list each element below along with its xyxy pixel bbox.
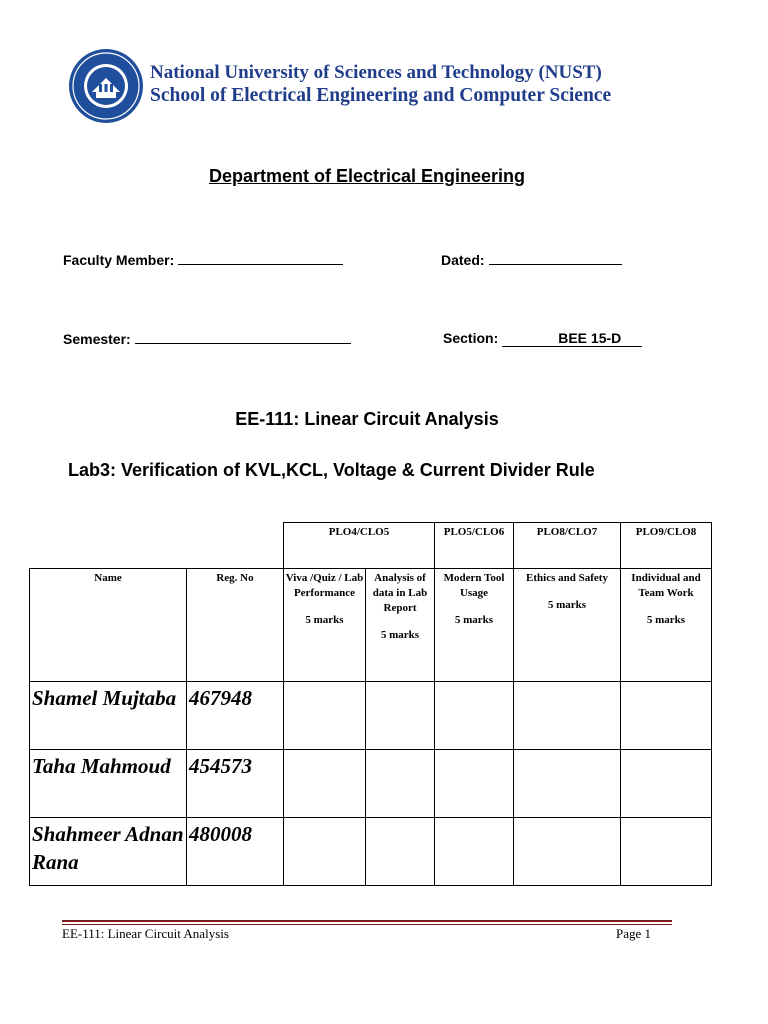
- individual-marks: 5 marks: [646, 614, 686, 626]
- student-reg-2: 454573: [186, 749, 284, 818]
- score-cell[interactable]: [283, 681, 366, 750]
- viva-column-header: [283, 568, 366, 682]
- score-cell[interactable]: [434, 749, 514, 818]
- score-cell[interactable]: [513, 749, 621, 818]
- rubric-table: [29, 522, 712, 886]
- score-cell[interactable]: [620, 681, 712, 750]
- dated-label: Dated:: [441, 252, 485, 268]
- student-name-2: Taha Mahmoud: [29, 749, 187, 818]
- plo-header-3: PLO8/CLO7: [513, 522, 621, 569]
- footer-course: EE-111: Linear Circuit Analysis: [62, 926, 229, 941]
- ethics-label: Ethics and Safety: [526, 572, 608, 584]
- score-cell[interactable]: [365, 817, 435, 886]
- individual-label: Individual and Team Work: [631, 572, 701, 599]
- semester-field: [63, 330, 351, 347]
- section-label: Section:: [443, 330, 499, 346]
- faculty-member-label: Faculty Member:: [63, 252, 175, 268]
- nust-seal-icon: [68, 48, 144, 124]
- modern-tool-column-header: [434, 568, 514, 682]
- score-cell[interactable]: [620, 749, 712, 818]
- analysis-label: Analysis of data in Lab Report: [372, 572, 428, 614]
- score-cell[interactable]: [434, 681, 514, 750]
- university-name: National University of Sciences and Technology (NUST): [150, 62, 602, 83]
- ethics-marks: 5 marks: [547, 599, 587, 611]
- score-cell[interactable]: [434, 817, 514, 886]
- department-title: Department of Electrical Engineering: [208, 166, 526, 186]
- lab-title: Lab3: Verification of KVL,KCL, Voltage & Current Divider Rule: [68, 460, 595, 480]
- faculty-member-field: [63, 251, 343, 268]
- score-cell[interactable]: [365, 681, 435, 750]
- footer-rule-thin: [62, 924, 672, 925]
- section-value: BEE 15-D: [502, 330, 642, 347]
- student-reg-3: 480008: [186, 817, 284, 886]
- individual-column-header: [620, 568, 712, 682]
- school-name: School of Electrical Engineering and Computer Science: [150, 85, 612, 106]
- plo-header-2: PLO5/CLO6: [434, 522, 514, 569]
- student-name-3: Shahmeer Adnan Rana: [29, 817, 187, 886]
- footer-page-number: Page 1: [616, 926, 652, 941]
- semester-label: Semester:: [63, 331, 131, 347]
- ethics-column-header: [513, 568, 621, 682]
- score-cell[interactable]: [513, 817, 621, 886]
- footer-rule: [62, 920, 672, 922]
- student-reg-1: 467948: [186, 681, 284, 750]
- student-name-1: Shamel Mujtaba: [29, 681, 187, 750]
- plo-header-1: PLO4/CLO5: [283, 522, 435, 569]
- semester-blank: [135, 330, 351, 344]
- viva-marks: 5 marks: [305, 614, 344, 626]
- dated-blank: [489, 251, 622, 265]
- plo-header-4: PLO9/CLO8: [620, 522, 712, 569]
- viva-label: Viva /Quiz / Lab Performance: [285, 572, 364, 599]
- name-column-header: Name: [29, 568, 187, 682]
- analysis-marks: 5 marks: [380, 629, 420, 641]
- modern-tool-label: Modern Tool Usage: [443, 572, 505, 599]
- score-cell[interactable]: [365, 749, 435, 818]
- course-title: EE-111: Linear Circuit Analysis: [235, 409, 499, 429]
- modern-tool-marks: 5 marks: [454, 614, 494, 626]
- section-field: [443, 330, 642, 347]
- analysis-column-header: [365, 568, 435, 682]
- reg-column-header: Reg. No: [186, 568, 284, 682]
- score-cell[interactable]: [283, 817, 366, 886]
- faculty-member-blank: [178, 251, 343, 265]
- dated-field: [441, 251, 622, 268]
- score-cell[interactable]: [620, 817, 712, 886]
- score-cell[interactable]: [513, 681, 621, 750]
- score-cell[interactable]: [283, 749, 366, 818]
